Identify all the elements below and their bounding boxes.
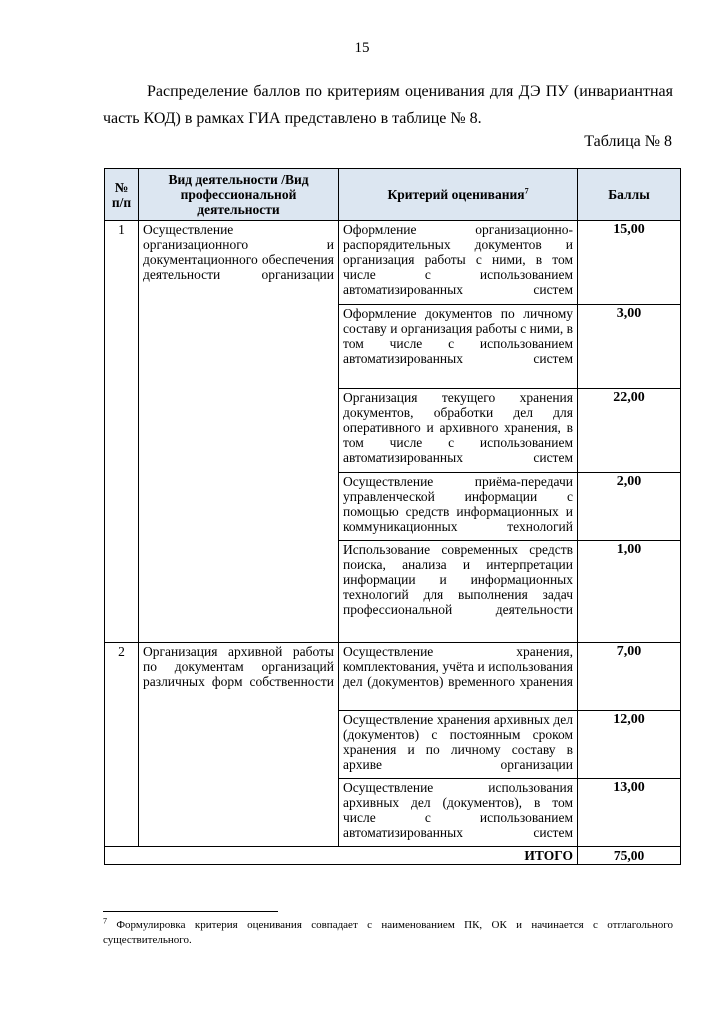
- footnote-text: Формулировка критерия оценивания совпадает с наименованием ПК, ОК и начинается с отглагольного существительного.: [103, 919, 673, 946]
- score-cell: 13,00: [578, 779, 681, 847]
- total-label: ИТОГО: [105, 847, 578, 865]
- criterion-cell: Оформление организационно-распорядительных документов и организация работы с ними, в том числе с использованием автоматизированных систем: [339, 221, 578, 305]
- intro-paragraph: [103, 78, 673, 132]
- header-criterion: [339, 169, 578, 221]
- criteria-table: [104, 168, 681, 865]
- page-number: 15: [354, 40, 370, 56]
- table-header-row: [105, 169, 681, 221]
- total-value: 75,00: [578, 847, 681, 865]
- header-activity: Вид деятельности /Вид профессиональной деятельности: [139, 169, 339, 221]
- criterion-cell: Организация текущего хранения документов, обработки дел для оперативного и архивного хранения, в том числе с использованием автоматизированных систем: [339, 389, 578, 473]
- score-cell: 22,00: [578, 389, 681, 473]
- criterion-cell: Использование современных средств поиска, анализа и интерпретации информации и информационных технологий для выполнения задач профессиональной деятельности: [339, 541, 578, 643]
- table-row: [105, 221, 681, 305]
- score-cell: 3,00: [578, 305, 681, 389]
- footnote: [103, 918, 673, 948]
- footnote-divider: [103, 911, 278, 912]
- criterion-cell: Осуществление хранения архивных дел (документов) с постоянным сроком хранения и по личному составу в архиве организации: [339, 711, 578, 779]
- row-num: 1: [105, 221, 139, 643]
- header-criterion-label: Критерий оценивания: [387, 187, 525, 202]
- score-cell: 12,00: [578, 711, 681, 779]
- score-cell: 1,00: [578, 541, 681, 643]
- header-num: № п/п: [105, 169, 139, 221]
- table-row: [105, 643, 681, 711]
- score-cell: 15,00: [578, 221, 681, 305]
- criterion-cell: Оформление документов по личному составу и организация работы с ними, в том числе с использованием автоматизированных систем: [339, 305, 578, 389]
- row-num: 2: [105, 643, 139, 847]
- activity-cell: Осуществление организационного и документационного обеспечения деятельности организации: [139, 221, 339, 643]
- score-cell: 7,00: [578, 643, 681, 711]
- criterion-cell: Осуществление приёма-передачи управленческой информации с помощью средств информационных и коммуникационных технологий: [339, 473, 578, 541]
- total-row: [105, 847, 681, 865]
- intro-text: Распределение баллов по критериям оценивания для ДЭ ПУ (инвариантная часть КОД) в рамках ГИА представлено в таблице № 8.: [103, 83, 673, 127]
- header-score: Баллы: [578, 169, 681, 221]
- activity-cell: Организация архивной работы по документам организаций различных форм собственности: [139, 643, 339, 847]
- score-cell: 2,00: [578, 473, 681, 541]
- footnote-ref: 7: [524, 186, 529, 196]
- criterion-cell: Осуществление использования архивных дел (документов), в том числе с использованием автоматизированных систем: [339, 779, 578, 847]
- footnote-mark: 7: [103, 916, 107, 926]
- table-title: Таблица № 8: [584, 133, 672, 150]
- criterion-cell: Осуществление хранения, комплектования, учёта и использования дел (документов) временного хранения: [339, 643, 578, 711]
